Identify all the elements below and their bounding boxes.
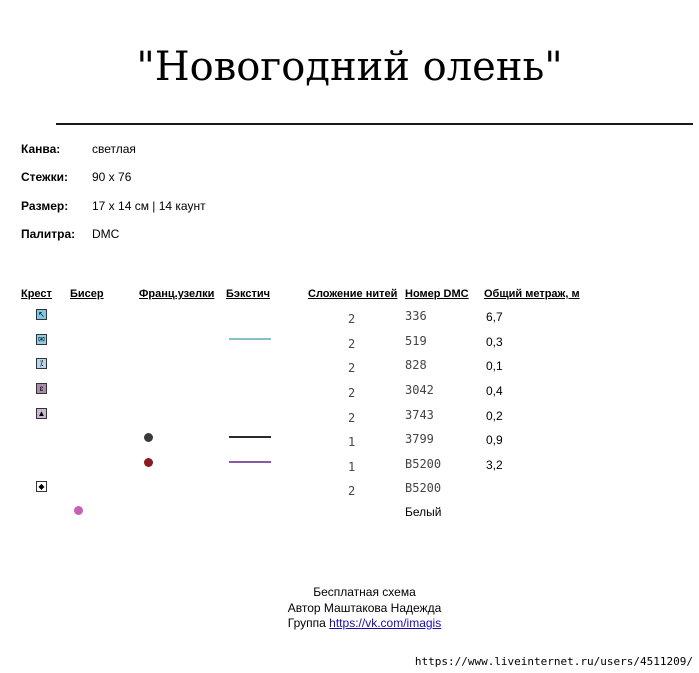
footer-group [0,616,699,630]
group-label: Группа [287,616,326,630]
french-knot-icon [144,458,153,467]
french-knot-icon [144,433,153,442]
backstitch-line [229,338,271,340]
triangle-symbol-icon: ▲ [37,409,46,418]
diamond-symbol-icon: ◆ [36,481,47,492]
x-dots-symbol-icon: ⁒ [36,358,47,369]
col-backstitch: Бэкстич [226,288,270,300]
size-value: 17 x 14 см | 14 каунт [92,199,206,213]
col-cross: Крест [21,288,52,300]
strands-value: 2 [348,386,356,400]
strands-value: 2 [348,484,356,498]
dmc-number: 3799 [405,432,434,446]
stitches-label: Стежки: [21,170,68,184]
canvas-label: Канва: [21,142,61,156]
backstitch-line [229,461,271,463]
strands-value: 2 [348,337,356,351]
arrow-symbol-icon: ↖ [36,309,47,320]
title-underline [56,123,693,125]
dmc-number: 519 [405,334,427,348]
strands-value: 2 [348,312,356,326]
meterage-value: 3,2 [486,458,503,472]
col-bead: Бисер [70,288,104,300]
envelope-symbol-icon: ✉ [36,334,47,345]
epsilon-symbol-icon: ɛ [36,383,47,394]
strands-value: 1 [348,435,356,449]
footer-line-1: Бесплатная схема [313,585,416,599]
group-link[interactable]: https://vk.com/imagis [329,616,442,630]
strands-value: 2 [348,361,356,375]
meterage-value: 6,7 [486,310,503,324]
meterage-value: 0,3 [486,335,503,349]
canvas-value: светлая [92,142,136,156]
bead-icon [74,506,83,515]
backstitch-line [229,436,271,438]
col-knot: Франц.узелки [139,288,215,300]
footer-author: Автор Маштакова Надежда [287,601,442,615]
dmc-number: 3042 [405,383,434,397]
size-label: Размер: [21,199,69,213]
dmc-number: B5200 [405,481,442,495]
dmc-number: 3743 [405,408,434,422]
dmc-number: 336 [405,309,427,323]
meterage-value: 0,4 [486,384,503,398]
col-meters: Общий метраж, м [484,288,580,300]
strands-value: 2 [348,411,356,425]
stitches-value: 90 x 76 [92,170,132,184]
meterage-value: 0,2 [486,409,503,423]
strands-value: 1 [348,460,356,474]
col-dmc: Номер DMC [405,288,469,300]
page-title: "Новогодний олень" [136,44,563,90]
meterage-value: 0,1 [486,359,503,373]
dmc-number: 828 [405,358,427,372]
palette-value: DMC [92,227,120,241]
col-strands: Сложение нитей [308,288,398,300]
palette-label: Палитра: [21,227,76,241]
dmc-number: B5200 [405,457,442,471]
meterage-value: 0,9 [486,433,503,447]
source-url: https://www.liveinternet.ru/users/4511209/ [414,655,693,668]
dmc-number: Белый [405,505,442,519]
